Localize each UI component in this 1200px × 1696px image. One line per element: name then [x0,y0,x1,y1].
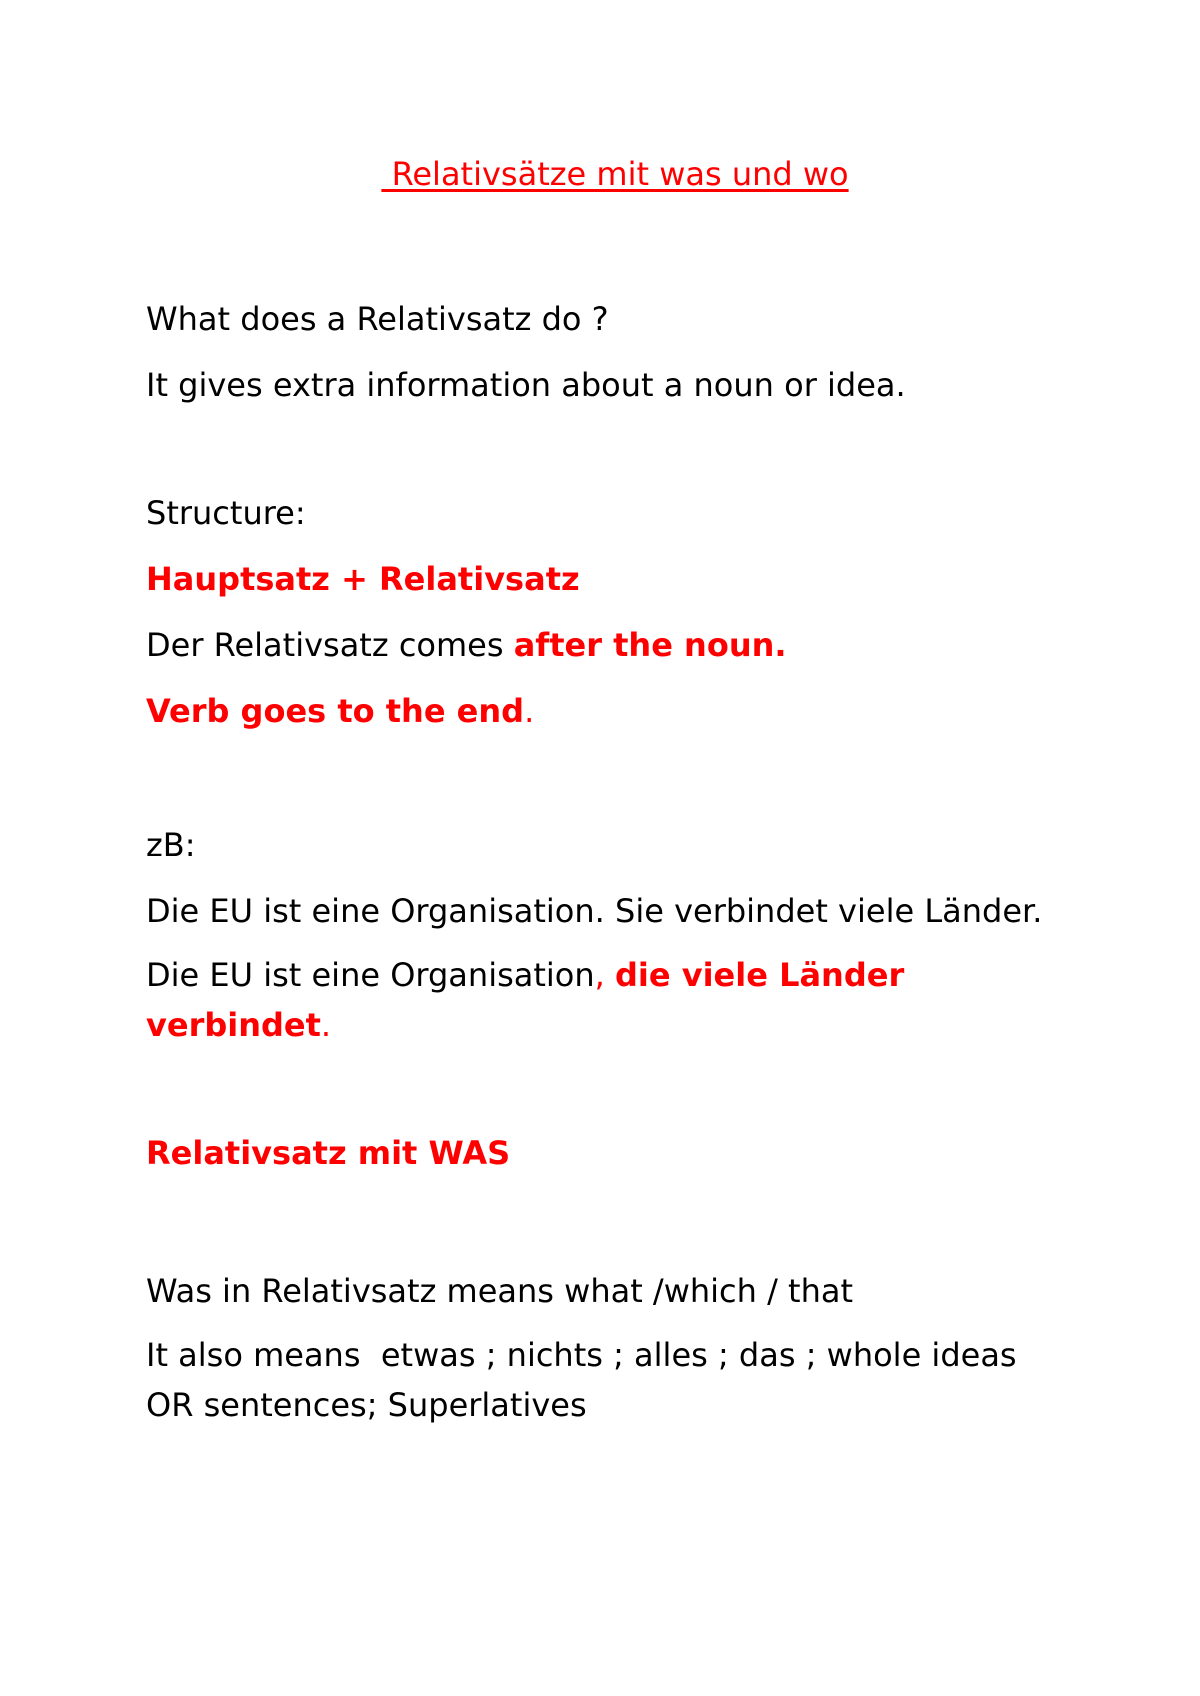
was-meaning-line: Was in Relativsatz means what /which / that [146,1272,854,1310]
position-rule-emphasis: after the noun. [513,626,787,664]
example-2-comma: , [594,956,615,994]
document-body [146,292,1106,1430]
structure-label: Structure: [146,494,306,532]
was-also-line: It also means etwas ; nichts ; alles ; das ; whole ideas OR sentences; Superlatives [146,1336,1027,1424]
example-2-relative-clause: die viele Länder verbindet [146,956,916,1044]
example-2-period: . [320,1006,332,1044]
example-sentence-2 [146,950,916,1050]
answer-line: It gives extra information about a noun or idea. [146,366,906,404]
position-rule [146,618,1106,672]
verb-rule-period: . [524,692,535,730]
section-heading-was: Relativsatz mit WAS [146,1134,511,1172]
structure-formula: Hauptsatz + Relativsatz [146,560,580,598]
question-line: What does a Relativsatz do ? [146,300,609,338]
example-sentence-1: Die EU ist eine Organisation. Sie verbindet viele Länder. [146,892,1043,930]
example-2-main: Die EU ist eine Organisation [146,956,595,994]
position-rule-prefix: Der Relativsatz comes [146,626,514,664]
example-label: zB: [146,826,196,864]
verb-rule [146,684,1106,738]
document-title: Relativsätze mit was und wo [381,155,849,193]
verb-rule-text: Verb goes to the end [146,692,525,730]
